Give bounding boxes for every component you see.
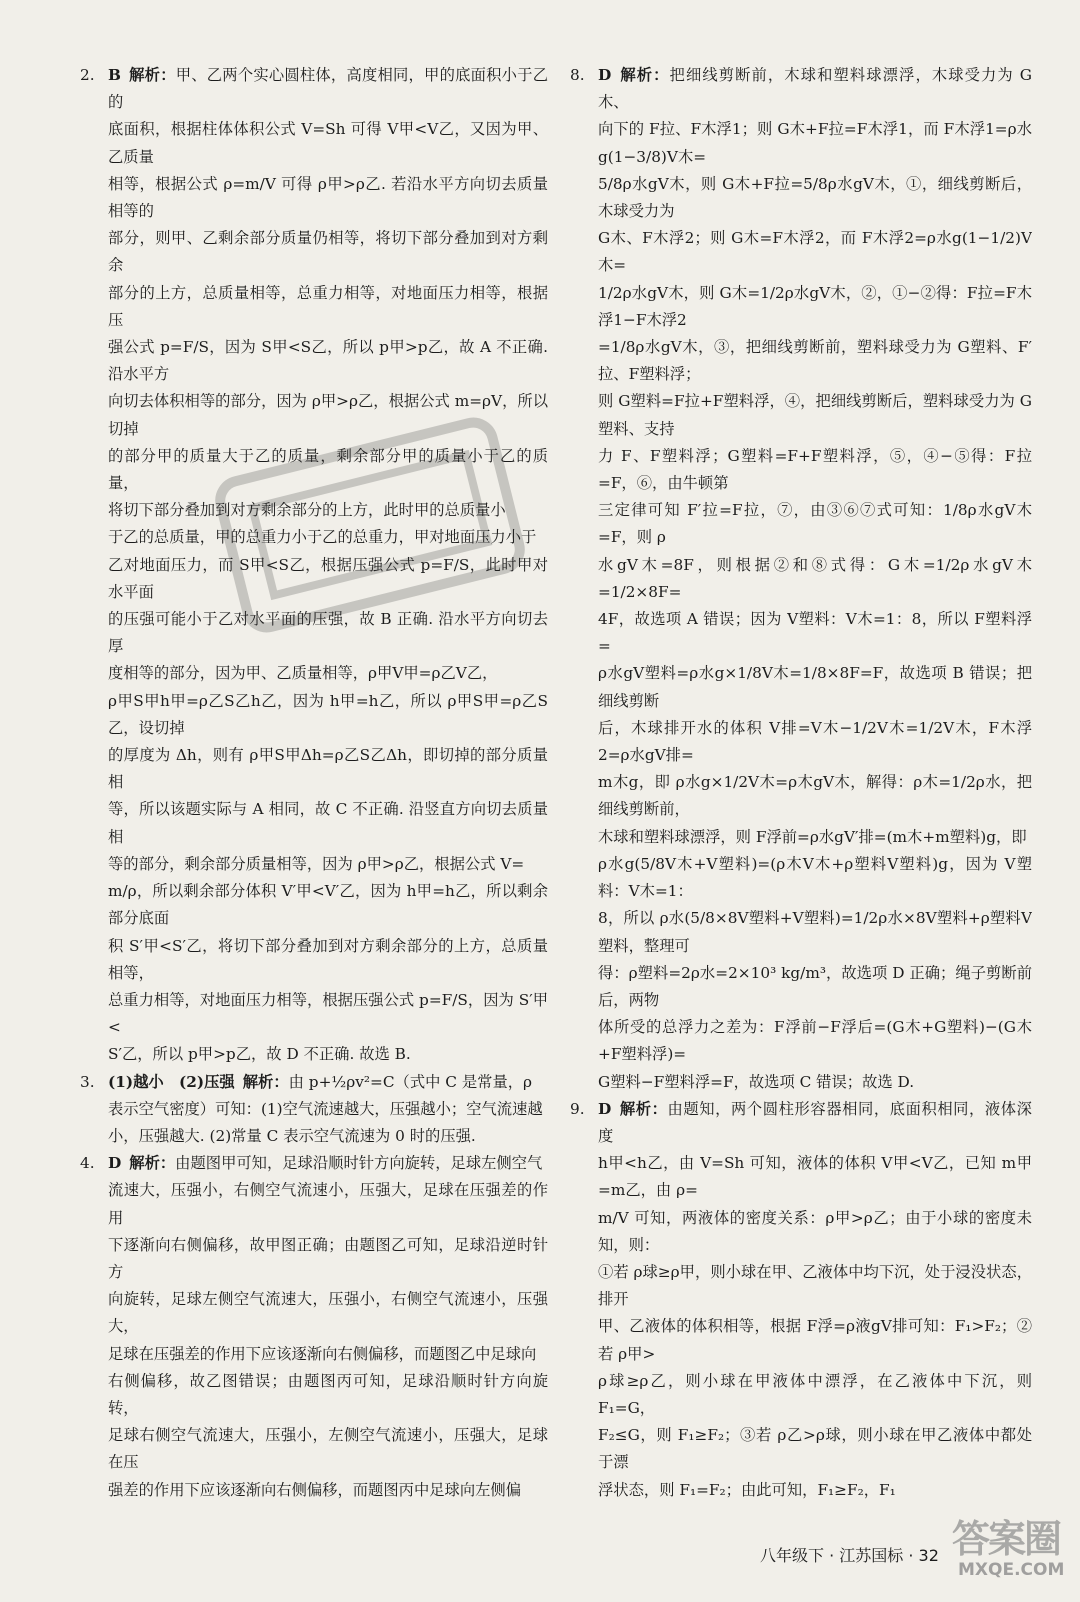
text-line: 于乙的总质量，甲的总重力小于乙的总重力，甲对地面压力小于 [108,528,537,547]
text-line: m木g，即 ρ水g×1/2V木=ρ木gV木，解得：ρ木=1/2ρ水，把细线剪断前， [598,773,1032,819]
text-line: ρ甲S甲h甲=ρ乙S乙h乙，因为 h甲=h乙，所以 ρ甲S甲=ρ乙S乙，设切掉 [108,691,548,737]
item-first-line [108,1150,548,1177]
item-answer: (1)越小 (2)压强 [108,1072,235,1091]
answer-item [570,62,1032,1096]
analysis-tag: 解析： [619,66,670,84]
text-line: 的部分甲的质量大于乙的质量，剩余部分甲的质量小于乙的质量， [108,446,548,493]
text-line: 水gV木=8F，则根据②和⑧式得：G木=1/2ρ水gV木=1/2×8F= [598,555,1032,601]
text-line: 部分的上方，总质量相等，总重力相等，对地面压力相等，根据压 [108,283,548,329]
text-line: 底面积，根据柱体体积公式 V=Sh 可得 V甲<V乙，又因为甲、乙质量 [108,120,548,166]
text-line: h甲<h乙，由 V=Sh 可知，液体的体积 V甲<V乙，已知 m甲=m乙，由 ρ= [598,1154,1032,1200]
logo-small-text: MXQE.COM [958,1560,1065,1580]
item-answer: B [108,66,121,84]
answer-item [80,1069,548,1151]
text-line: 由题图甲可知，足球沿顺时针方向旋转，足球左侧空气 [175,1154,543,1173]
text-line: 1/2ρ水gV木，则 G木=1/2ρ水gV木，②，①−②得：F拉=F木浮1−F木浮2 [598,283,1032,329]
text-line: 表示空气密度）可知：(1)空气流速越大，压强越小；空气流速越 [108,1099,543,1118]
answer-item [80,62,548,1069]
text-line: 由题知，两个圆柱形容器相同，底面积相同，液体深度 [598,1099,1032,1145]
text-line: 向切去体积相等的部分，因为 ρ甲>ρ乙，根据公式 m=ρV，所以切掉 [108,392,548,438]
text-line: =1/8ρ水gV木，③，把细线剪断前，塑料球受力为 G塑料、F′拉、F塑料浮； [598,338,1032,384]
item-number: 9. [570,1099,585,1118]
text-line: 向旋转，足球左侧空气流速大，压强小，右侧空气流速小，压强大， [108,1290,548,1336]
text-line: 后，木球排开水的体积 V排=V木−1/2V木=1/2V木，F木浮2=ρ水gV排= [598,718,1032,765]
answer-item [80,1150,548,1502]
text-line: 部分，则甲、乙剩余部分质量仍相等，将切下部分叠加到对方剩余 [108,229,548,275]
site-logo [952,1508,1065,1592]
text-line: 4F，故选项 A 错误；因为 V塑料：V木=1：8，所以 F塑料浮= [598,610,1032,656]
text-line: 把细线剪断前，木球和塑料球漂浮，木球受力为 G木、 [598,66,1032,112]
text-line: 下逐渐向右侧偏移，故甲图正确；由题图乙可知，足球沿逆时针方 [108,1235,548,1281]
text-line: ρ水g(5/8V木+V塑料)=(ρ木V木+ρ塑料V塑料)g，因为 V塑料：V木=1： [598,854,1032,901]
analysis-tag: 解析： [128,66,176,84]
item-first-line [108,62,548,116]
text-line: 浮状态，则 F₁=F₂；由此可知，F₁≥F₂，F₁ [598,1480,896,1499]
text-line: 强差的作用下应该逐渐向右侧偏移，而题图丙中足球向左侧偏 [108,1480,522,1499]
text-line: F₂≤G，则 F₁≥F₂；③若 ρ乙>ρ球，则小球在甲乙液体中都处于漂 [598,1426,1032,1472]
page-footer: 八年级下 · 江苏国标 · 32 [760,1546,939,1565]
text-line: 向下的 F拉、F木浮1；则 G木+F拉=F木浮1，而 F木浮1=ρ水g(1−3/8)V木= [598,120,1032,166]
text-line: 等的部分，剩余部分质量相等，因为 ρ甲>ρ乙，根据公式 V= [108,854,525,873]
text-line: m/ρ，所以剩余部分体积 V′甲<V′乙，因为 h甲=h乙，所以剩余部分底面 [108,882,548,928]
text-line: 右侧偏移，故乙图错误；由题图丙可知，足球沿顺时针方向旋转， [108,1371,548,1417]
text-line: 得：ρ塑料=2ρ水=2×10³ kg/m³，故选项 D 正确；绳子剪断前后，两物 [598,963,1032,1009]
analysis-tag: 解析： [129,1154,176,1173]
text-line: 则 G塑料=F拉+F塑料浮，④，把细线剪断后，塑料球受力为 G塑料、支持 [598,392,1032,438]
text-line: S′乙，所以 p甲>p乙，故 D 不正确. 故选 B. [108,1045,411,1064]
text-line: 积 S′甲<S′乙，将切下部分叠加到对方剩余部分的上方，总质量相等， [108,936,548,982]
text-line: ①若 ρ球≥ρ甲，则小球在甲、乙液体中均下沉，处于浸没状态，排开 [598,1262,1032,1309]
text-line: 三定律可知 F′拉=F拉，⑦，由③⑥⑦式可知：1/8ρ水gV木=F，则 ρ [598,501,1032,547]
text-line: 甲、乙液体的体积相等，根据 F浮=ρ液gV排可知：F₁>F₂；②若 ρ甲> [598,1317,1032,1363]
analysis-tag: 解析： [619,1099,668,1118]
text-line: 木球和塑料球漂浮，则 F浮前=ρ水gV′排=(m木+m塑料)g，即 [598,827,1027,846]
text-line: 体所受的总浮力之差为：F浮前−F浮后=(G木+G塑料)−(G木+F塑料浮)= [598,1018,1032,1064]
text-line: m/V 可知，两液体的密度关系：ρ甲>ρ乙；由于小球的密度未知，则： [598,1208,1032,1254]
text-line: 乙对地面压力，而 S甲<S乙，根据压强公式 p=F/S，此时甲对水平面 [108,555,548,601]
item-first-line [598,62,1032,116]
left-column [80,62,548,1502]
text-line: 足球在压强差的作用下应该逐渐向右侧偏移，而题图乙中足球向 [108,1344,537,1363]
item-number: 2. [80,66,95,84]
item-first-line [598,1096,1032,1150]
item-answer: D [108,1154,122,1173]
text-line: G塑料−F塑料浮=F，故选项 C 错误；故选 D. [598,1072,915,1091]
analysis-tag: 解析： [242,1072,289,1091]
text-line: G木、F木浮2；则 G木=F木浮2，而 F木浮2=ρ水g(1−1/2)V木= [598,229,1032,275]
text-line: 足球右侧空气流速大，压强小，左侧空气流速小，压强大，足球在压 [108,1426,548,1472]
text-line: 8，所以 ρ水(5/8×8V塑料+V塑料)=1/2ρ水×8V塑料+ρ塑料V塑料，整理可 [598,909,1032,955]
right-column [570,62,1032,1502]
text-line: 等，所以该题实际与 A 相同，故 C 不正确. 沿竖直方向切去质量相 [108,800,548,846]
text-line: ρ水gV塑料=ρ水g×1/8V木=1/8×8F=F，故选项 B 错误；把细线剪断 [598,664,1032,710]
text-line: 度相等的部分，因为甲、乙质量相等，ρ甲V甲=ρ乙V乙， [108,664,498,683]
item-first-line [108,1069,548,1096]
item-answer: D [598,1099,612,1118]
text-line: 的压强可能小于乙对水平面的压强，故 B 正确. 沿水平方向切去厚 [108,610,548,656]
text-line: 相等，根据公式 ρ=m/V 可得 ρ甲>ρ乙. 若沿水平方向切去质量相等的 [108,174,548,221]
item-number: 8. [570,66,585,84]
text-line: 将切下部分叠加到对方剩余部分的上方，此时甲的总质量小 [108,501,506,520]
text-line: 由 p+½ρv²=C（式中 C 是常量，ρ [288,1072,533,1091]
text-line: 流速大，压强小，右侧空气流速小，压强大，足球在压强差的作用 [108,1181,548,1227]
text-line: 5/8ρ水gV木，则 G木+F拉=5/8ρ水gV木，①，细线剪断后，木球受力为 [598,174,1032,221]
logo-big-text: 答案圈 [952,1517,1061,1561]
item-number: 4. [80,1154,95,1173]
item-number: 3. [80,1072,95,1091]
answer-item [570,1096,1032,1502]
text-line: 的厚度为 Δh，则有 ρ甲S甲Δh=ρ乙S乙Δh，即切掉的部分质量相 [108,746,548,792]
text-line: 总重力相等，对地面压力相等，根据压强公式 p=F/S，因为 S′甲< [108,990,548,1037]
text-line: 甲、乙两个实心圆柱体，高度相同，甲的底面积小于乙的 [108,66,548,112]
item-answer: D [598,66,612,84]
text-line: ρ球≥ρ乙，则小球在甲液体中漂浮，在乙液体中下沉，则 F₁=G， [598,1371,1032,1417]
text-line: 强公式 p=F/S，因为 S甲<S乙，所以 p甲>p乙，故 A 不正确. 沿水平方 [108,338,548,384]
text-line: 力 F、F塑料浮；G塑料=F+F塑料浮，⑤，④−⑤得：F拉=F，⑥，由牛顿第 [598,446,1032,493]
text-line: 小，压强越大. (2)常量 C 表示空气流速为 0 时的压强. [108,1126,476,1145]
